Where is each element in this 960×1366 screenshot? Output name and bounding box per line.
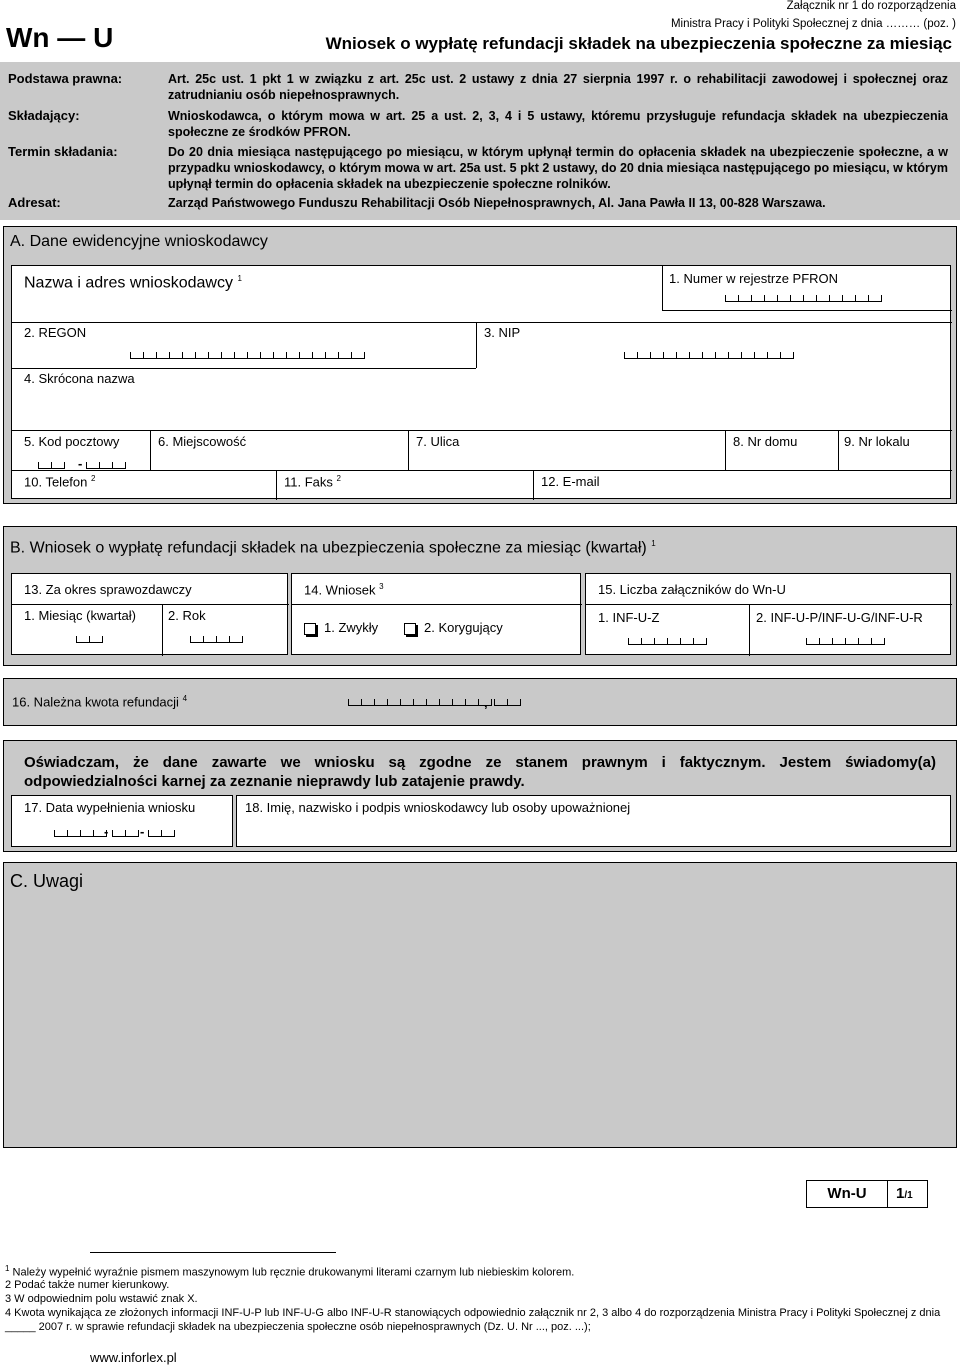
addressee-text: Zarząd Państwowego Funduszu Rehabilitacji Osób Niepełnosprawnych, Al. Jana Pawła II 13, 00-828 Warszawa. <box>168 196 826 210</box>
footnote-3: 3 W odpowiednim polu wstawić znak X. <box>5 1293 198 1305</box>
correcting-checkbox[interactable] <box>404 623 416 635</box>
pfron-number-label: 1. Numer w rejestrze PFRON <box>669 271 839 286</box>
date-year-boxes[interactable] <box>54 830 107 837</box>
nip-boxes[interactable] <box>624 352 794 359</box>
section-a-title: A. Dane ewidencyjne wnioskodawcy <box>10 233 268 250</box>
footnote-2: 2 Podać także numer kierunkowy. <box>5 1279 170 1291</box>
page-box-number: 1/1 <box>896 1185 913 1202</box>
form-code: Wn — U <box>6 22 114 53</box>
submitter-text: Wnioskodawca, o którym mowa w art. 25 a ust. 2, 3, 4 i 5 ustawy, któremu przysługuje refundacja składek na ubezpieczenia społeczne ze środków PFRON. <box>168 109 948 139</box>
inf-up-label: 2. INF-U-P/INF-U-G/INF-U-R <box>756 610 923 625</box>
phone-label: 10. Telefon $^2$ <box>24 474 96 490</box>
amount-band: 16. Należna kwota refundacji $^4$ , <box>3 678 957 726</box>
pfron-number-field[interactable] <box>662 265 952 311</box>
date-box: 17. Data wypełnienia wniosku - - <box>11 795 233 847</box>
annex-line-1: Załącznik nr 1 do rozporządzenia <box>786 0 956 12</box>
website-link[interactable]: www.inforlex.pl <box>90 1350 177 1365</box>
info-band <box>0 62 960 220</box>
option-correcting[interactable]: 2. Korygujący <box>404 620 503 635</box>
addressee-label: Adresat: <box>8 195 61 210</box>
city-label: 6. Miejscowość <box>158 434 247 449</box>
legal-basis-text: Art. 25c ust. 1 pkt 1 w związku z art. 25c ust. 2 ustawy z dnia 27 sierpnia 1997 r. o rehabilitacji zawodowej i społecznej oraz zatrudnianiu osób niepełnosprawnych. <box>168 72 948 102</box>
deadline-text: Do 20 dnia miesiąca następującego po miesiącu, w którym upłynął termin do opłacenia składek na ubezpieczenie społeczne, a w przypadku wnioskodawcy, o którym mowa w art. 25a ust. 5 pkt 2 ustawy, do 20 dnia miesiąca następującego po miesiącu, w którym upłynął termin do opłacenia składek na ubezpieczenie społeczne rolników. <box>168 145 948 191</box>
footnote-1: $^1$ Należy wypełnić wyraźnie pismem maszynowym lub ręcznie drukowanymi literami czarnym lub niebieskim kolorem. <box>5 1264 575 1279</box>
name-address-box: Nazwa i adres wnioskodawcy $^1$ 1. Numer w rejestrze PFRON 2. REGON 3. NIP 4. Skrócona nazwa 5. Kod pocztowy - 6. Miejscowość 7. Ulica 8. Nr domu 9. Nr lokalu 10. Telefon $^2$ 11. Faks $^2$ 12. E-mail <box>11 265 951 499</box>
regular-checkbox[interactable] <box>304 623 316 635</box>
short-name-label: 4. Skrócona nazwa <box>24 371 135 386</box>
inf-uz-label: 1. INF-U-Z <box>598 610 660 625</box>
section-b-title: B. Wniosek o wypłatę refundacji składek na ubezpieczenia społeczne za miesiąc (kwartał) $^1$ <box>10 539 656 557</box>
footnote-4: 4 Kwota wynikająca ze złożonych informacji INF-U-P lub INF-U-G albo INF-U-R stanowiących odpowiednio załącznik nr 2, 3 albo 4 do rozporządzenia Ministra Pracy i Polityki Społecznej z dnia _____ 2007 r. w sprawie refundacji składek na ubezpieczenia społeczne osób niepełnosprawnych (Dz. U. Nr ..., poz. ...); <box>5 1307 941 1333</box>
annex-line-2: Ministra Pracy i Polityki Społecznej z dnia ……… (poz. ) <box>670 18 956 30</box>
submitter-label: Składający: <box>8 108 80 123</box>
attachments-label: 15. Liczba załączników do Wn-U <box>598 582 786 597</box>
regon-label: 2. REGON <box>24 325 87 340</box>
period-box <box>11 573 288 655</box>
page-box-code: Wn-U <box>807 1181 888 1207</box>
signature-label: 18. Imię, nazwisko i podpis wnioskodawcy lub osoby upoważnionej <box>245 800 631 815</box>
postal-code-label: 5. Kod pocztowy <box>24 434 120 449</box>
section-c[interactable] <box>3 862 957 1148</box>
request-box <box>291 573 581 655</box>
footnote-divider <box>90 1252 336 1253</box>
declaration-band <box>3 740 957 852</box>
inf-uz-boxes[interactable] <box>628 638 707 645</box>
declaration-text: Oświadczam, że dane zawarte we wniosku są zgodne ze stanem prawnym i faktycznym. Jestem świadomy(a) odpowiedzialności karnej za zeznanie nieprawdy lub zatajenie prawdy. <box>24 754 936 790</box>
nip-divider <box>476 322 477 368</box>
pfron-number-boxes[interactable] <box>725 295 882 302</box>
month-label: 1. Miesiąc (kwartał) <box>24 608 136 623</box>
date-day-boxes[interactable] <box>148 830 175 837</box>
attachments-box <box>585 573 951 655</box>
street-label: 7. Ulica <box>416 434 460 449</box>
fax-label: 11. Faks $^2$ <box>284 474 341 490</box>
date-month-boxes[interactable] <box>112 830 139 837</box>
period-label: 13. Za okres sprawozdawczy <box>24 582 192 597</box>
nip-label: 3. NIP <box>484 325 521 340</box>
year-label: 2. Rok <box>168 608 206 623</box>
month-boxes[interactable] <box>76 636 103 643</box>
request-label: 14. Wniosek $^3$ <box>304 582 384 598</box>
legal-basis-label: Podstawa prawna: <box>8 71 123 86</box>
postal-code-boxes-2[interactable] <box>86 462 126 469</box>
form-title: Wniosek o wypłatę refundacji składek na ubezpieczenia społeczne za miesiąc <box>325 34 952 53</box>
page-box <box>806 1180 928 1208</box>
year-boxes[interactable] <box>190 636 243 643</box>
signature-box[interactable] <box>236 795 951 847</box>
section-a <box>3 226 957 504</box>
amount-label: 16. Należna kwota refundacji $^4$ <box>12 694 188 710</box>
amount-boxes[interactable] <box>348 699 492 706</box>
house-no-label: 8. Nr domu <box>733 434 798 449</box>
email-label: 12. E-mail <box>541 474 600 489</box>
section-b <box>3 526 957 666</box>
postal-code-boxes-1[interactable] <box>38 462 65 469</box>
section-c-title: C. Uwagi <box>10 871 84 891</box>
apartment-no-label: 9. Nr lokalu <box>844 434 910 449</box>
regon-row <box>12 322 952 323</box>
option-regular[interactable]: 1. Zwykły <box>304 620 378 635</box>
name-address-label: Nazwa i adres wnioskodawcy $^1$ <box>24 274 242 292</box>
amount-decimal-boxes[interactable] <box>494 699 521 706</box>
deadline-label: Termin składania: <box>8 144 118 159</box>
regon-boxes[interactable] <box>130 352 365 359</box>
date-label: 17. Data wypełnienia wniosku <box>24 800 196 815</box>
inf-up-boxes[interactable] <box>806 638 885 645</box>
